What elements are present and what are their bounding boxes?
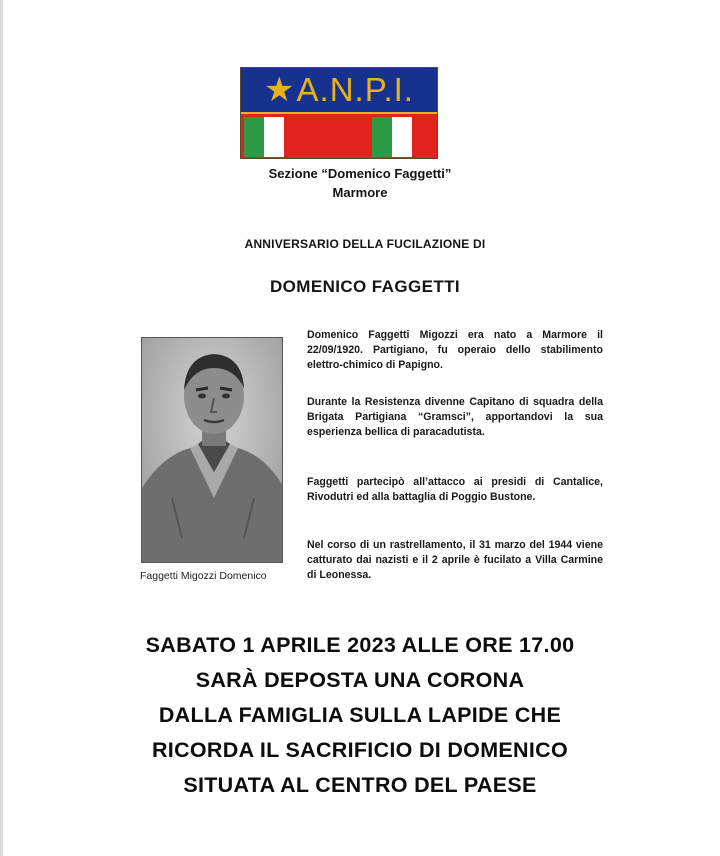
portrait-photo (141, 337, 283, 563)
section-name: Sezione “Domenico Faggetti” (268, 166, 452, 181)
announcement-line: SITUATA AL CENTRO DEL PAESE (183, 773, 537, 797)
bio-paragraph-resistance: Durante la Resistenza divenne Capitano di squadra della Brigata Partigiana “Gramsci”, apportandovi la sua esperienza bellica di paracadutista. (307, 396, 603, 439)
logo-banner (241, 68, 437, 112)
bio-paragraph-execution: Nel corso di un rastrellamento, il 31 marzo del 1944 viene catturato dai nazisti e il 2 aprile è fucilato a Villa Carmine di Leonessa. (307, 539, 603, 582)
anpi-logo (240, 67, 438, 159)
portrait-illustration (142, 338, 283, 563)
anniversary-heading: ANNIVERSARIO DELLA FUCILAZIONE DI (244, 237, 486, 251)
italian-flag-icon (244, 117, 304, 157)
announcement-line: SARÀ DEPOSTA UNA CORONA (195, 668, 525, 692)
announcement-line: SABATO 1 APRILE 2023 ALLE ORE 17.00 (145, 633, 575, 657)
logo-divider (241, 112, 437, 114)
section-location: Marmore (332, 185, 388, 200)
announcement-line: RICORDA IL SACRIFICIO DI DOMENICO (151, 738, 569, 762)
honoree-name: DOMENICO FAGGETTI (269, 277, 461, 296)
bio-paragraph-battles: Faggetti partecipò all’attacco ai presidi di Cantalice, Rivodutri ed alla battaglia di Poggio Bustone. (307, 476, 603, 504)
announcement-line: DALLA FAMIGLIA SULLA LAPIDE CHE (158, 703, 562, 727)
logo-text: A.N.P.I. (296, 71, 414, 108)
bio-paragraph-birth: Domenico Faggetti Migozzi era nato a Marmore il 22/09/1920. Partigiano, fu operaio dello stabilimento elettro-chimico di Papigno. (307, 329, 603, 372)
star-icon: ★ (264, 70, 295, 110)
portrait-caption: Faggetti Migozzi Domenico (140, 570, 267, 582)
ceremony-announcement (0, 628, 720, 803)
italian-flag-icon (372, 117, 432, 157)
